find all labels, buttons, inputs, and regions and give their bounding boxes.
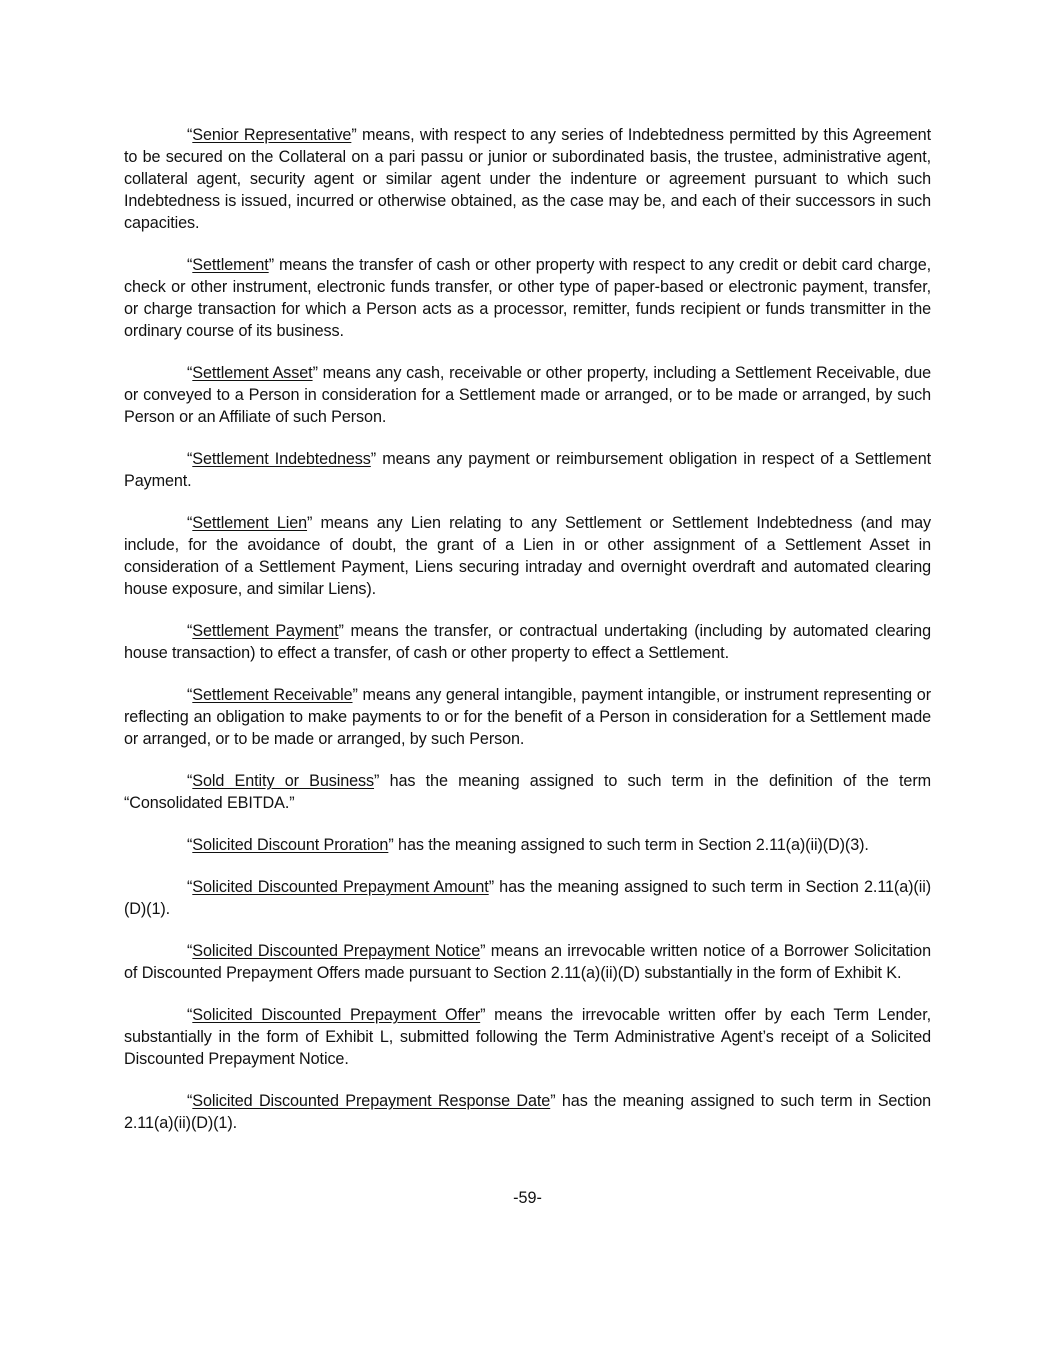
- definition-text: means any payment or reimbursement obligation in respect of a Settlement Payment.: [124, 450, 931, 490]
- defined-term: Senior Representative: [192, 126, 352, 144]
- definition-solicited-discounted-prepayment-response-date: “Solicited Discounted Prepayment Response Date” has the meaning assigned to such term in Section 2.11(a)(ii)(D)(1).: [124, 1092, 931, 1132]
- defined-term: Solicited Discounted Prepayment Offer: [192, 1006, 481, 1024]
- definition-text: means any cash, receivable or other property, including a Settlement Receivable, due or conveyed to a Person in consideration for a Settlement made or arranged, or to be made or arranged, by such Person or an Affiliate of such Person.: [124, 364, 931, 426]
- defined-term: Solicited Discounted Prepayment Response Date: [192, 1092, 551, 1110]
- definition-solicited-discounted-prepayment-amount: “Solicited Discounted Prepayment Amount” has the meaning assigned to such term in Section 2.11(a)(ii)(D)(1).: [124, 878, 931, 918]
- defined-term: Solicited Discount Proration: [192, 836, 389, 854]
- definition-text: means an irrevocable written notice of a Borrower Solicitation of Discounted Prepayment Offers made pursuant to Section 2.11(a)(ii)(D) substantially in the form of Exhibit K.: [124, 942, 931, 982]
- defined-term: Sold Entity or Business: [192, 772, 375, 790]
- defined-term: Settlement Lien: [192, 514, 308, 532]
- defined-term: Settlement Asset: [192, 364, 313, 382]
- defined-term: Settlement Receivable: [192, 686, 353, 704]
- definition-settlement: “Settlement” means the transfer of cash or other property with respect to any credit or debit card charge, check or other instrument, electronic funds transfer, or other type of paper-based or electronic payment, transfer, or charge transaction for which a Person acts as a processor, remitter, funds recipient or funds transmitter in the ordinary course of its business.: [124, 256, 931, 340]
- definition-settlement-asset: “Settlement Asset” means any cash, receivable or other property, including a Settlement Receivable, due or conveyed to a Person in consideration for a Settlement made or arranged, or to be made or arranged, by such Person or an Affiliate of such Person.: [124, 364, 931, 426]
- definition-text: means the transfer of cash or other property with respect to any credit or debit card charge, check or other instrument, electronic funds transfer, or other type of paper-based or electronic payment, transfer, or charge transaction for which a Person acts as a processor, remitter, funds recipient or funds transmitter in the ordinary course of its business.: [124, 256, 931, 340]
- definition-solicited-discounted-prepayment-notice: “Solicited Discounted Prepayment Notice” means an irrevocable written notice of a Borrower Solicitation of Discounted Prepayment Offers made pursuant to Section 2.11(a)(ii)(D) substantially in the form of Exhibit K.: [124, 942, 931, 982]
- definition-text: means any general intangible, payment intangible, or instrument representing or reflecting an obligation to make payments to or for the benefit of a Person in consideration for a Settlement made or arranged, or to be made or arranged, by such Person.: [124, 686, 931, 748]
- definition-text: means, with respect to any series of Indebtedness permitted by this Agreement to be secured on the Collateral on a pari passu or junior or subordinated basis, the trustee, administrative agent, collateral agent, security agent or similar agent under the indenture or agreement pursuant to which such Indebtedness is issued, incurred or otherwise obtained, as the case may be, and each of their successors in such capacities.: [124, 126, 931, 232]
- definition-solicited-discount-proration: “Solicited Discount Proration” has the meaning assigned to such term in Section 2.11(a)(ii)(D)(3).: [187, 836, 869, 854]
- definition-text: has the meaning assigned to such term in Section 2.11(a)(ii)(D)(1).: [124, 878, 931, 918]
- definition-settlement-lien: “Settlement Lien” means any Lien relating to any Settlement or Settlement Indebtedness (and may include, for the avoidance of doubt, the grant of a Lien in or other assignment of a Settlement Asset in consideration of a Settlement Payment, Liens securing intraday and overnight overdraft and automated clearing house exposure, and similar Liens).: [124, 514, 931, 598]
- page-number: -59-: [513, 1189, 542, 1207]
- definition-solicited-discounted-prepayment-offer: “Solicited Discounted Prepayment Offer” means the irrevocable written offer by each Term Lender, substantially in the form of Exhibit L, submitted following the Term Administrative Agent’s receipt of a Solicited Discounted Prepayment Notice.: [124, 1006, 931, 1068]
- definition-settlement-receivable: “Settlement Receivable” means any general intangible, payment intangible, or instrument representing or reflecting an obligation to make payments to or for the benefit of a Person in consideration for a Settlement made or arranged, or to be made or arranged, by such Person.: [124, 686, 931, 748]
- defined-term: Settlement: [192, 256, 269, 274]
- definition-settlement-indebtedness: “Settlement Indebtedness” means any payment or reimbursement obligation in respect of a Settlement Payment.: [124, 450, 931, 490]
- definition-senior-representative: “Senior Representative” means, with respect to any series of Indebtedness permitted by this Agreement to be secured on the Collateral on a pari passu or junior or subordinated basis, the trustee, administrative agent, collateral agent, security agent or similar agent under the indenture or agreement pursuant to which such Indebtedness is issued, incurred or otherwise obtained, as the case may be, and each of their successors in such capacities.: [124, 126, 931, 232]
- definition-sold-entity-or-business: “Sold Entity or Business” has the meaning assigned to such term in the definition of the term “Consolidated EBITDA.”: [124, 772, 931, 812]
- definition-text: means the irrevocable written offer by each Term Lender, substantially in the form of Exhibit L, submitted following the Term Administrative Agent’s receipt of a Solicited Discounted Prepayment Notice.: [124, 1006, 931, 1068]
- document-page: [124, 124, 931, 1154]
- definition-text: has the meaning assigned to such term in Section 2.11(a)(ii)(D)(3).: [393, 836, 869, 854]
- definition-text: means any Lien relating to any Settlement or Settlement Indebtedness (and may include, for the avoidance of doubt, the grant of a Lien in or other assignment of a Settlement Asset in consideration of a Settlement Payment, Liens securing intraday and overnight overdraft and automated clearing house exposure, and similar Liens).: [124, 514, 931, 598]
- defined-term: Solicited Discounted Prepayment Amount: [192, 878, 489, 896]
- defined-term: Settlement Payment: [192, 622, 339, 640]
- definition-text: has the meaning assigned to such term in Section 2.11(a)(ii)(D)(1).: [124, 1092, 931, 1132]
- definition-settlement-payment: “Settlement Payment” means the transfer, or contractual undertaking (including by automated clearing house transaction) to effect a transfer, of cash or other property to effect a Settlement.: [124, 622, 931, 662]
- defined-term: Solicited Discounted Prepayment Notice: [192, 942, 481, 960]
- definition-text: has the meaning assigned to such term in the definition of the term “Consolidated EBITDA.”: [124, 772, 931, 812]
- definition-text: means the transfer, or contractual undertaking (including by automated clearing house transaction) to effect a transfer, of cash or other property to effect a Settlement.: [124, 622, 931, 662]
- defined-term: Settlement Indebtedness: [192, 450, 371, 468]
